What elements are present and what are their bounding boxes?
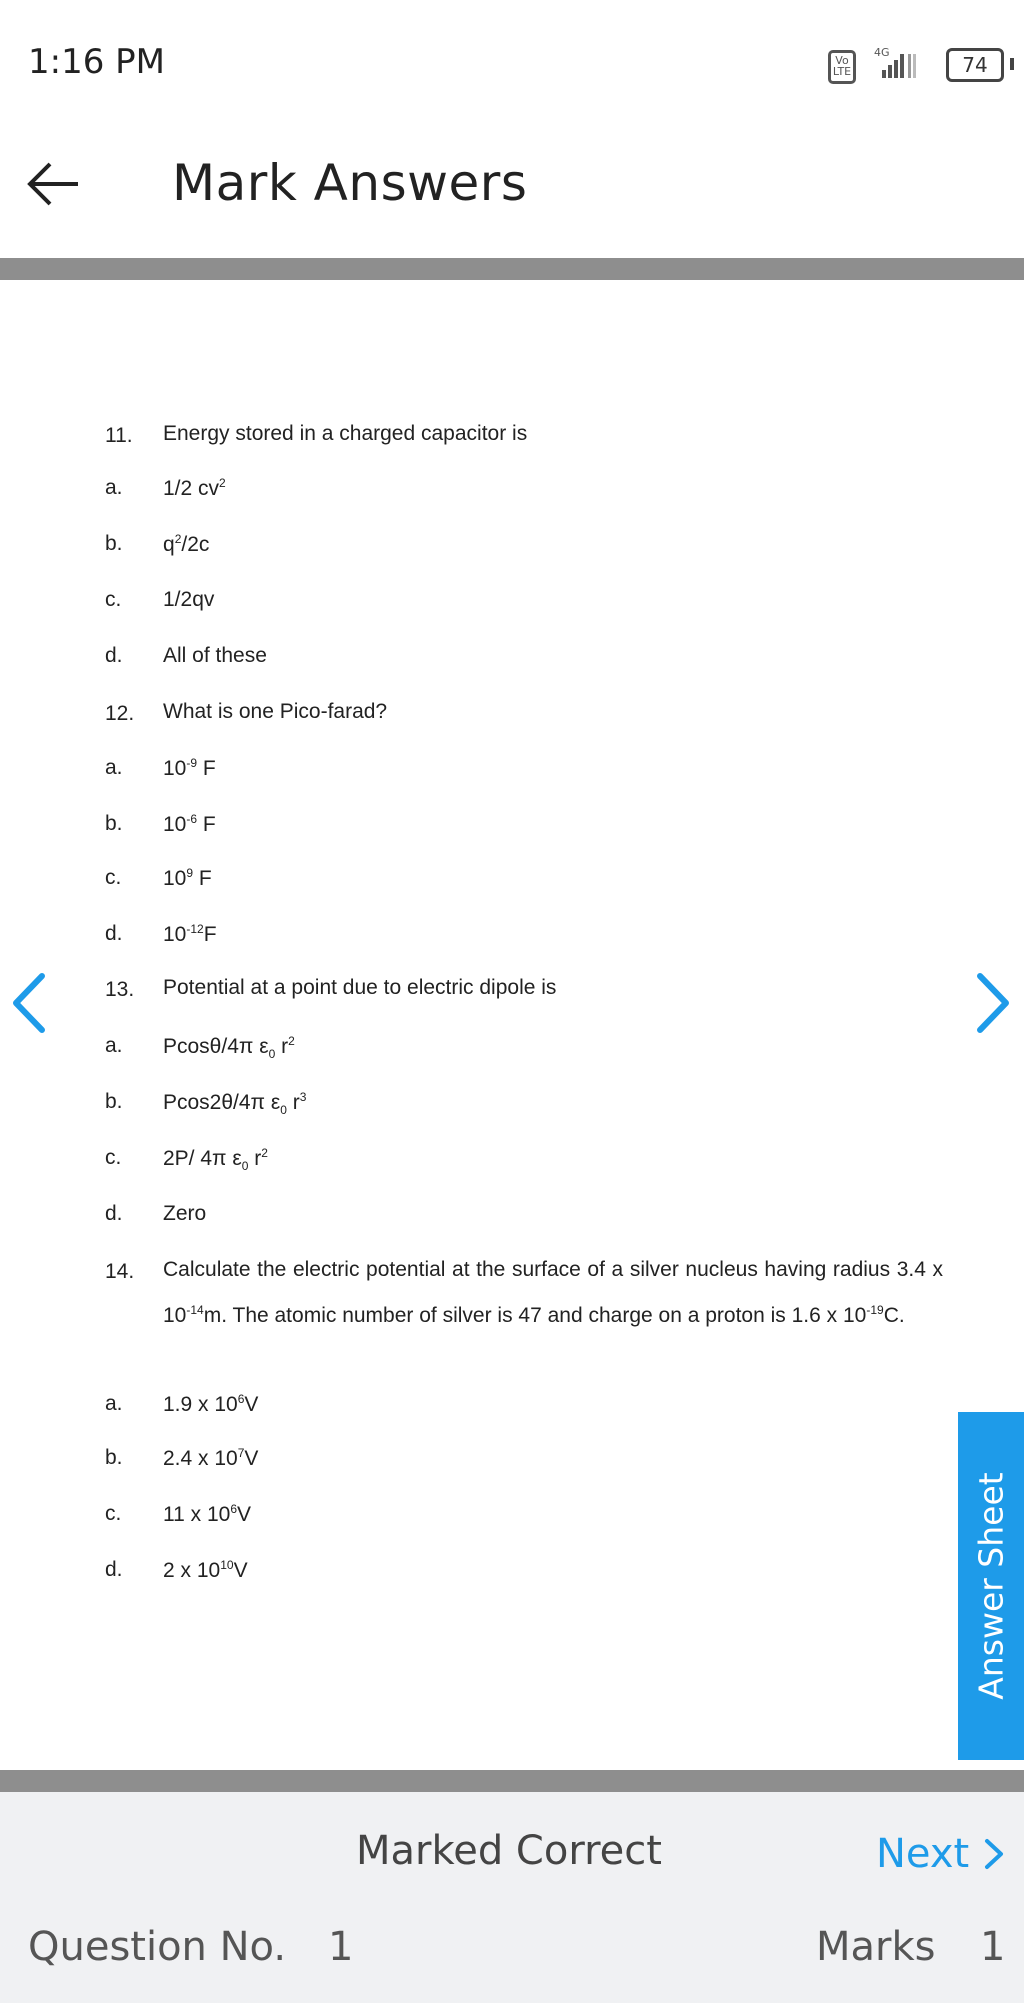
option-superscript: -9	[186, 756, 198, 770]
option-value: q	[163, 533, 175, 556]
option-tail: V	[233, 1559, 248, 1582]
battery-tip	[1010, 58, 1014, 70]
option-subscript: 0	[268, 1047, 276, 1062]
option-superscript: 2	[219, 476, 226, 490]
option-tail: F	[197, 813, 216, 836]
status-time: 1:16 PM	[28, 42, 165, 82]
option-value: 1/2 cv	[163, 477, 220, 500]
option-superscript: 2	[288, 1034, 295, 1048]
option-label: a.	[105, 476, 123, 499]
battery-icon	[946, 48, 1004, 82]
option-value: Pcosθ/4π ε	[163, 1035, 269, 1058]
option-label: c.	[105, 866, 122, 889]
option-value: 10	[163, 757, 187, 780]
question-text-part: Calculate the electric potential at the surface of a silver nucleus having radius 3.4 x 10	[163, 1258, 943, 1327]
question-text-part: m. The atomic number of silver is 47 and charge on a proton is 1.6 x 10	[203, 1304, 867, 1327]
option-value: 2.4 x 10	[163, 1447, 238, 1470]
option-tail: V	[237, 1503, 252, 1526]
option-text[interactable]	[163, 1502, 251, 1527]
volte-text: Vo LTE	[832, 54, 852, 78]
next-label: Next	[876, 1831, 970, 1877]
option-tail: V	[244, 1393, 259, 1416]
header-divider	[0, 258, 1024, 280]
option-value: 2 x 10	[163, 1559, 221, 1582]
question-text: Energy stored in a charged capacitor is	[163, 422, 528, 445]
option-superscript: -6	[186, 812, 198, 826]
option-text[interactable]	[163, 476, 226, 501]
option-superscript: 3	[299, 1090, 307, 1104]
option-text[interactable]	[163, 532, 209, 557]
question-number: 13.	[105, 978, 135, 1001]
option-superscript: 7	[237, 1446, 245, 1460]
option-mid: r	[275, 1035, 289, 1058]
arrow-left-icon	[20, 150, 90, 220]
volte-icon	[828, 50, 856, 84]
option-label: d.	[105, 1202, 123, 1225]
option-value: 2P/ 4π ε	[163, 1147, 242, 1170]
option-label: a.	[105, 756, 123, 779]
question-number: 12.	[105, 702, 135, 725]
option-text[interactable]	[163, 644, 267, 668]
question-superscript: -19	[866, 1303, 884, 1317]
marks-value: 1	[980, 1924, 1006, 1970]
option-superscript: 9	[186, 866, 194, 880]
option-text[interactable]	[163, 1558, 248, 1583]
option-value: All of these	[163, 644, 267, 667]
battery-level: 74	[962, 53, 988, 77]
option-text[interactable]	[163, 1146, 268, 1173]
option-label: d.	[105, 1558, 123, 1581]
option-text[interactable]	[163, 1202, 206, 1226]
option-text[interactable]	[163, 922, 217, 947]
question-number: 11.	[105, 424, 133, 447]
option-tail: F	[203, 923, 217, 946]
option-label: b.	[105, 1090, 123, 1113]
option-tail: F	[197, 757, 216, 780]
option-text[interactable]	[163, 1034, 295, 1061]
option-superscript: 10	[220, 1558, 234, 1572]
option-superscript: 2	[174, 532, 182, 546]
answer-sheet-tab[interactable]	[958, 1412, 1024, 1760]
option-label: d.	[105, 644, 123, 667]
question-text	[163, 1250, 943, 1336]
option-mid: r	[286, 1091, 300, 1114]
option-text[interactable]	[163, 756, 216, 781]
option-label: a.	[105, 1392, 123, 1415]
option-superscript: 6	[230, 1502, 238, 1516]
option-superscript: 6	[237, 1392, 245, 1406]
option-subscript: 0	[280, 1103, 287, 1118]
bottom-divider	[0, 1770, 1024, 1792]
option-label: c.	[105, 1502, 122, 1525]
next-button[interactable]	[876, 1826, 1005, 1882]
next-question-arrow[interactable]	[972, 968, 1016, 1038]
marked-status: Marked Correct	[356, 1828, 662, 1874]
marks-label: Marks	[816, 1924, 936, 1970]
signal-icon	[868, 48, 920, 80]
option-value: Zero	[163, 1202, 207, 1225]
question-text-part: C.	[883, 1304, 905, 1327]
option-label: c.	[105, 588, 122, 611]
option-text[interactable]	[163, 866, 212, 891]
option-value: 1.9 x 10	[163, 1393, 238, 1416]
option-value: 1/2qv	[163, 588, 215, 611]
bottom-panel	[0, 1792, 1024, 2003]
option-mid: r	[248, 1147, 262, 1170]
option-label: b.	[105, 532, 123, 555]
option-text[interactable]	[163, 812, 216, 837]
question-number-label: Question No.	[28, 1924, 287, 1970]
option-label: a.	[105, 1034, 123, 1057]
option-text[interactable]	[163, 1446, 258, 1471]
question-number-value: 1	[328, 1924, 354, 1970]
option-label: b.	[105, 1446, 123, 1469]
chevron-left-icon	[6, 968, 50, 1038]
previous-question-button[interactable]	[6, 968, 50, 1038]
back-button[interactable]	[20, 150, 90, 220]
chevron-right-icon	[983, 1837, 1005, 1871]
option-label: d.	[105, 922, 123, 945]
option-value: 11 x 10	[163, 1503, 231, 1526]
option-text[interactable]	[163, 588, 214, 612]
option-superscript: 2	[261, 1146, 268, 1160]
question-superscript: -14	[186, 1303, 204, 1317]
network-type: 4G	[874, 46, 890, 59]
option-value: 10	[163, 867, 187, 890]
chevron-right-icon	[972, 968, 1016, 1038]
answer-sheet-label: Answer Sheet	[971, 1472, 1011, 1700]
option-tail: V	[244, 1447, 259, 1470]
question-text: What is one Pico-farad?	[163, 700, 388, 723]
option-value: 10	[163, 813, 187, 836]
option-subscript: 0	[241, 1159, 249, 1174]
option-tail: F	[193, 867, 212, 890]
question-number: 14.	[105, 1260, 135, 1283]
option-value: Pcos2θ/4π ε	[163, 1091, 281, 1114]
question-text: Potential at a point due to electric dipole is	[163, 976, 557, 999]
option-text[interactable]	[163, 1090, 306, 1117]
option-text[interactable]	[163, 1392, 258, 1417]
option-tail: /2c	[181, 533, 210, 556]
option-value: 10	[163, 923, 187, 946]
option-label: c.	[105, 1146, 122, 1169]
option-superscript: -12	[186, 922, 204, 936]
page-title: Mark Answers	[172, 154, 528, 212]
option-label: b.	[105, 812, 123, 835]
